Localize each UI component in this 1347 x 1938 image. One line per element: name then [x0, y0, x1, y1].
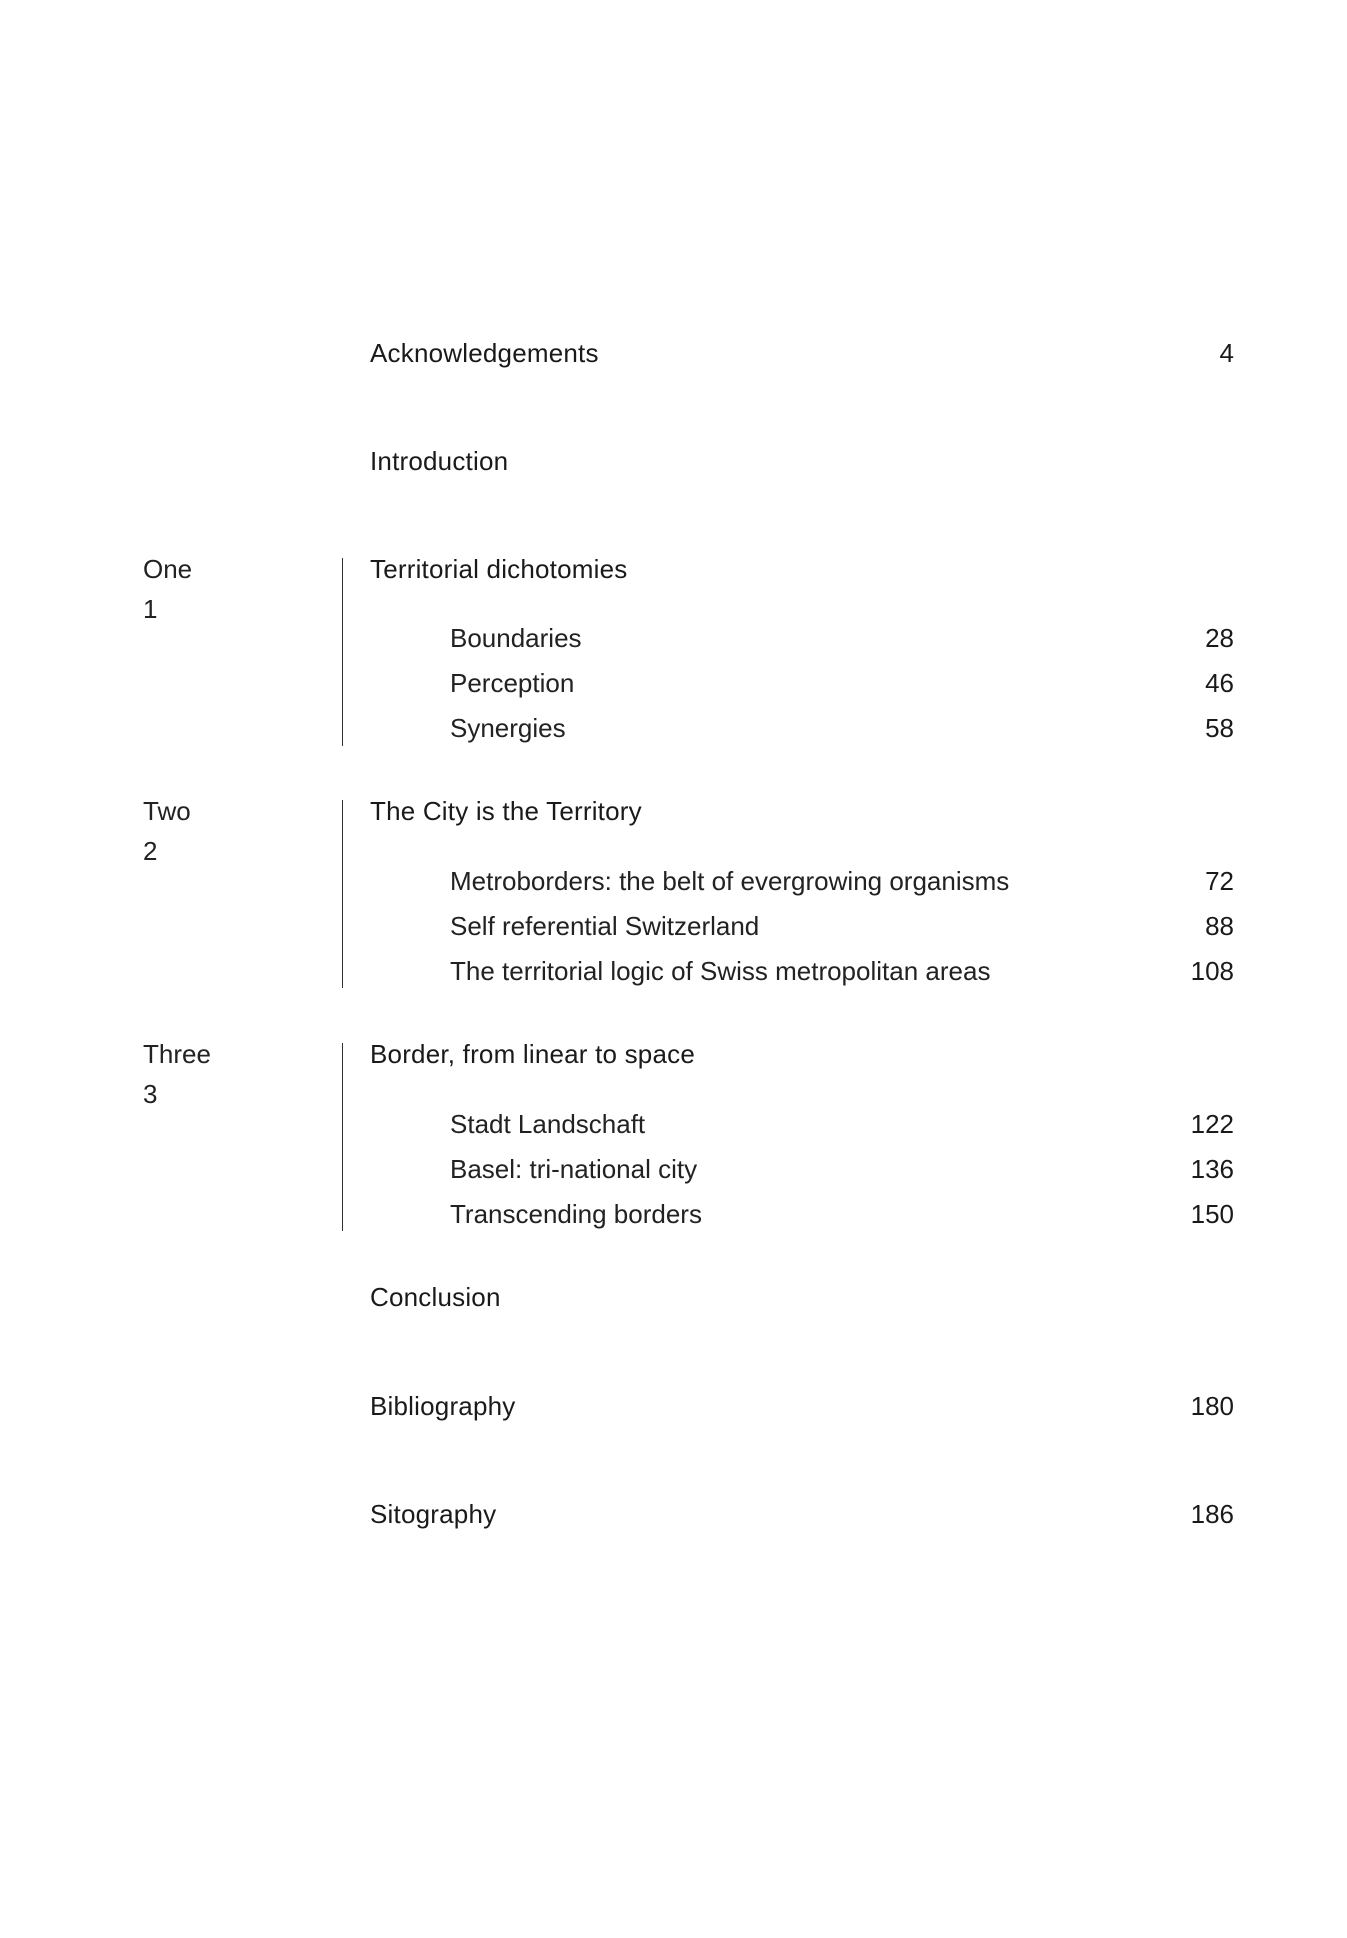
section-synergies[interactable]: Synergies [450, 713, 566, 743]
page-number-sitography: 186 [1190, 1499, 1234, 1529]
section-stadt-landschaft[interactable]: Stadt Landschaft [450, 1109, 646, 1139]
section-perception[interactable]: Perception [450, 668, 575, 698]
section-boundaries[interactable]: Boundaries [450, 623, 582, 653]
toc-entry-conclusion[interactable]: Conclusion [370, 1282, 501, 1312]
page-number-basel: 136 [1190, 1154, 1234, 1184]
chapter-2-title[interactable]: The City is the Territory [370, 796, 642, 826]
toc-entry-bibliography[interactable]: Bibliography [370, 1391, 516, 1421]
page-number-boundaries: 28 [1205, 623, 1234, 653]
page-number-metroborders: 72 [1205, 866, 1234, 896]
chapter-2-number: 2 [143, 836, 158, 866]
toc-entry-introduction[interactable]: Introduction [370, 446, 509, 476]
toc-entry-acknowledgements[interactable]: Acknowledgements [370, 338, 599, 368]
section-territorial-logic[interactable]: The territorial logic of Swiss metropolitan areas [450, 956, 991, 986]
chapter-3-number: 3 [143, 1079, 158, 1109]
page-number-transcending-borders: 150 [1190, 1199, 1234, 1229]
page-number-self-referential-switzerland: 88 [1205, 911, 1234, 941]
page-number-bibliography: 180 [1190, 1391, 1234, 1421]
chapter-2-word: Two [143, 796, 191, 826]
chapter-3-word: Three [143, 1039, 211, 1069]
section-self-referential-switzerland[interactable]: Self referential Switzerland [450, 911, 760, 941]
chapter-1-number: 1 [143, 594, 158, 624]
chapter-1-title[interactable]: Territorial dichotomies [370, 554, 628, 584]
section-transcending-borders[interactable]: Transcending borders [450, 1199, 702, 1229]
chapter-1-word: One [143, 554, 193, 584]
toc-entry-sitography[interactable]: Sitography [370, 1499, 497, 1529]
section-metroborders[interactable]: Metroborders: the belt of evergrowing organisms [450, 866, 1010, 896]
chapter-1-divider [342, 558, 343, 746]
page-number-territorial-logic: 108 [1190, 956, 1234, 986]
page-number-perception: 46 [1205, 668, 1234, 698]
section-basel[interactable]: Basel: tri-national city [450, 1154, 698, 1184]
page-number-acknowledgements: 4 [1219, 338, 1234, 368]
page-number-synergies: 58 [1205, 713, 1234, 743]
chapter-2-divider [342, 800, 343, 988]
page-number-stadt-landschaft: 122 [1190, 1109, 1234, 1139]
chapter-3-divider [342, 1043, 343, 1231]
chapter-3-title[interactable]: Border, from linear to space [370, 1039, 695, 1069]
